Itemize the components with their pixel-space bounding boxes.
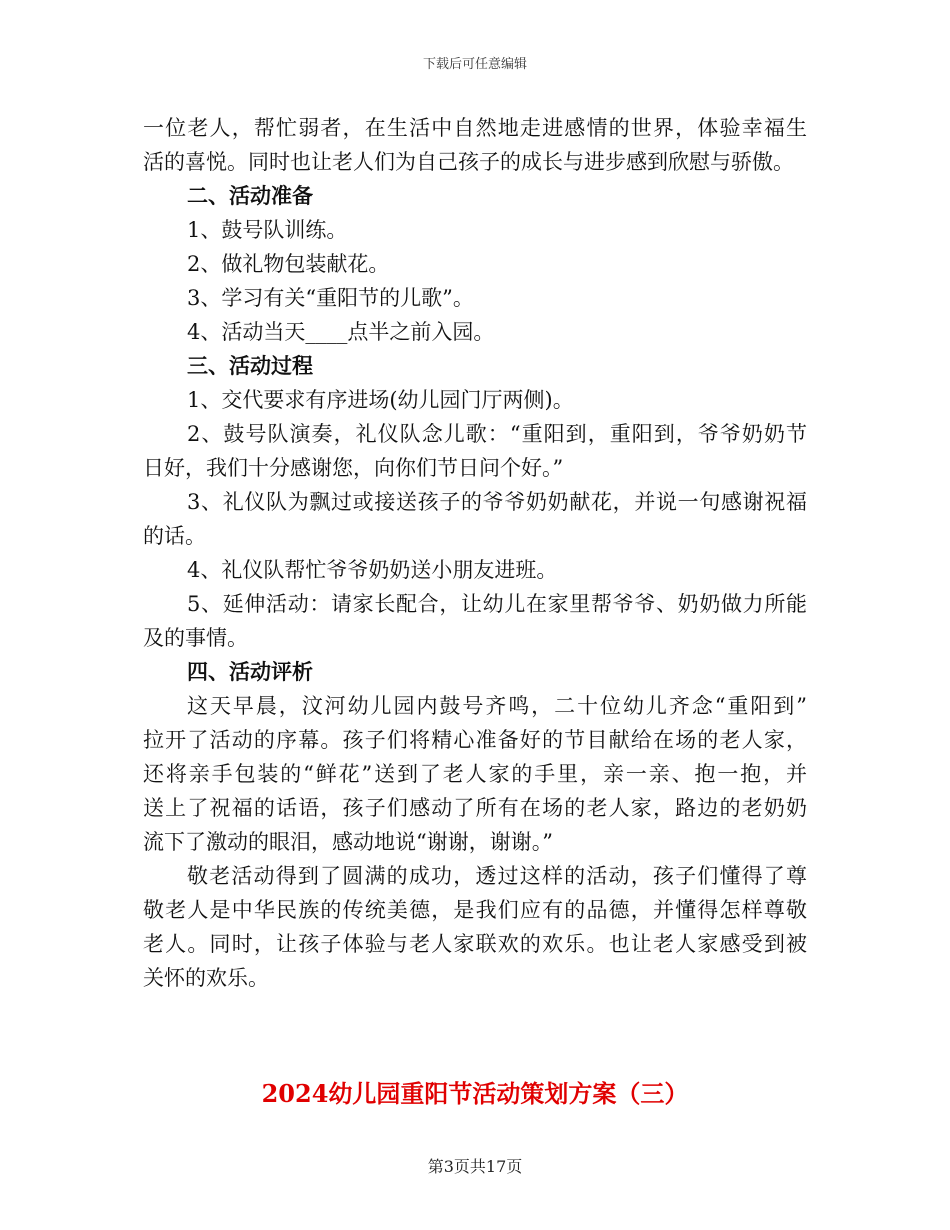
paragraph-line: 敬老人是中华民族的传统美德，是我们应有的品德，并懂得怎样尊敬 [143,898,807,922]
paragraph-line: 流下了激动的眼泪，感动地说“谢谢，谢谢。” [143,830,553,854]
list-item: 2、鼓号队演奏，礼仪队念儿歌：“重阳到，重阳到，爷爷奶奶节 [187,422,807,446]
paragraph-line: 敬老活动得到了圆满的成功，透过这样的活动，孩子们懂得了尊 [187,864,807,888]
paragraph-line: 老人。同时，让孩子体验与老人家联欢的欢乐。也让老人家感受到被 [143,932,807,956]
page-header: 下载后可任意编辑 [422,57,527,72]
paragraph-line: 这天早晨，汶河幼儿园内鼓号齐鸣，二十位幼儿齐念“重阳到” [187,694,807,718]
section-heading-preparation: 二、活动准备 [187,183,313,208]
document-body [143,111,807,995]
list-item: 3、学习有关“重阳节的儿歌”。 [187,286,474,310]
list-item: 5、延伸活动：请家长配合，让幼儿在家里帮爷爷、奶奶做力所能 [187,592,807,616]
paragraph-line: 送上了祝福的话语，孩子们感动了所有在场的老人家，路边的老奶奶 [143,796,807,820]
list-item-continuation: 及的事情。 [143,626,248,650]
section-heading-process: 三、活动过程 [187,353,313,378]
intro-line-2: 活的喜悦。同时也让老人们为自己孩子的成长与进步感到欣慰与骄傲。 [143,150,794,174]
list-item: 4、礼仪队帮忙爷爷奶奶送小朋友进班。 [187,558,558,582]
section-heading-analysis: 四、活动评析 [187,659,313,684]
list-item: 1、交代要求有序进场(幼儿园门厅两侧)。 [187,388,574,412]
page-footer: 第3页共17页 [427,1157,523,1176]
list-item: 3、礼仪队为飘过或接送孩子的爷爷奶奶献花，并说一句感谢祝福 [187,490,807,514]
next-section-title: 2024幼儿园重阳节活动策划方案（三） [261,1079,689,1108]
intro-line-1: 一位老人，帮忙弱者，在生活中自然地走进感情的世界，体验幸福生 [143,116,807,140]
paragraph-line: 关怀的欢乐。 [143,966,269,990]
list-item: 4、活动当天____点半之前入园。 [187,320,495,344]
paragraph-line: 拉开了活动的序幕。孩子们将精心准备好的节目献给在场的老人家， [143,728,807,752]
list-item: 1、鼓号队训练。 [187,218,348,242]
list-item-continuation: 日好，我们十分感谢您，向你们节日问个好。” [143,456,564,480]
list-item: 2、做礼物包装献花。 [187,252,390,276]
list-item-continuation: 的话。 [143,524,206,548]
paragraph-line: 还将亲手包装的“鲜花”送到了老人家的手里，亲一亲、抱一抱，并 [143,762,807,786]
